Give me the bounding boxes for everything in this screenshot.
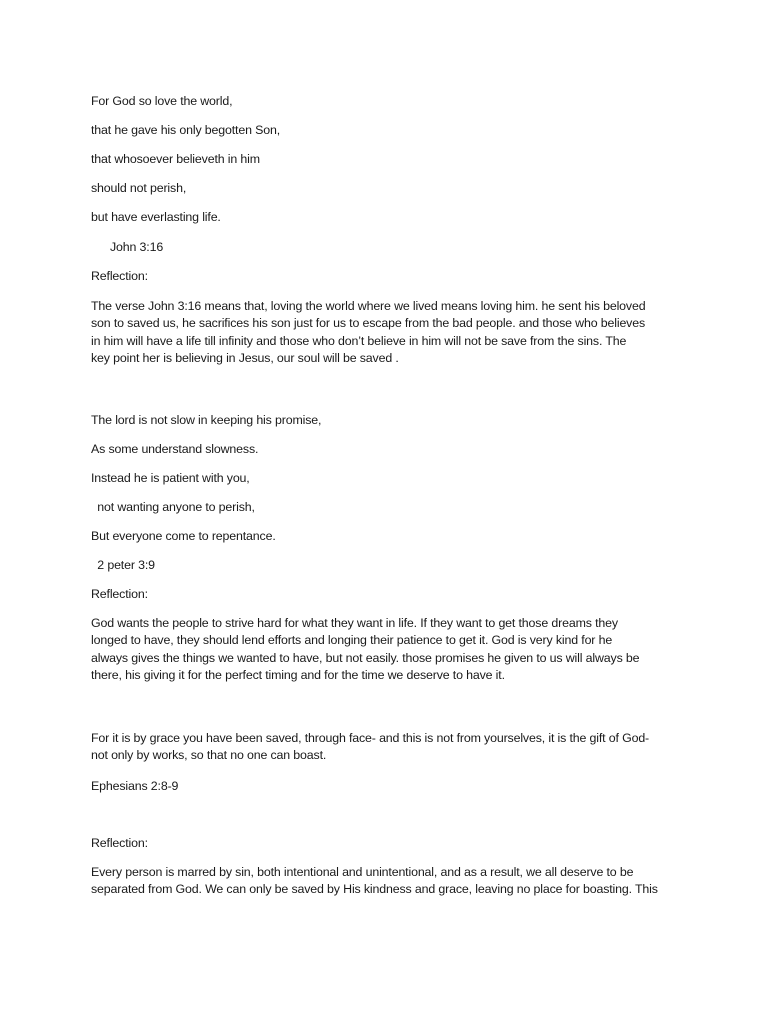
verse-line: not only by works, so that no one can boast. [91, 748, 327, 763]
reflection-text [91, 864, 681, 899]
reflection-line: key point her is believing in Jesus, our soul will be saved . [91, 350, 399, 365]
verse-line: not wanting anyone to perish, [94, 500, 255, 514]
reflection-line: son to saved us, he sacrifices his son just for us to escape from the bad people. and those who believes [91, 316, 646, 331]
verse-text [91, 730, 681, 765]
reflection-line: The verse John 3:16 means that, loving the world where we lived means loving him. he sent his beloved [91, 299, 646, 313]
reflection-heading: Reflection: [91, 587, 148, 601]
verse-reference: Ephesians 2:8-9 [91, 779, 179, 793]
reflection-line: God wants the people to strive hard for what they want in life. If they want to get those dreams they [91, 616, 618, 630]
verse-line: For God so love the world, [91, 94, 233, 108]
verse-line: should not perish, [91, 181, 187, 195]
reflection-line: Every person is marred by sin, both intentional and unintentional, and as a result, we all deserve to be [91, 865, 634, 879]
verse-reference: John 3:16 [110, 240, 164, 254]
verse-reference: 2 peter 3:9 [94, 558, 155, 572]
reflection-line: in him will have a life till infinity and those who don’t believe in him will not be save from the sins. The [91, 333, 627, 348]
reflection-heading: Reflection: [91, 836, 148, 850]
verse-line: The lord is not slow in keeping his promise, [91, 413, 322, 427]
verse-line: As some understand slowness. [91, 442, 259, 456]
verse-line: but have everlasting life. [91, 210, 221, 224]
reflection-line: always gives the things we wanted to have, but not easily. those promises he given to us will always be [91, 650, 640, 665]
verse-line: that he gave his only begotten Son, [91, 123, 281, 137]
verse-line: that whosoever believeth in him [91, 152, 260, 166]
reflection-text [91, 298, 681, 367]
verse-line: For it is by grace you have been saved, through face- and this is not from yourselves, it is the gift of God- [91, 731, 650, 745]
reflection-line: separated from God. We can only be saved by His kindness and grace, leaving no place for boasting. This [91, 882, 658, 897]
reflection-line: there, his giving it for the perfect timing and for the time we deserve to have it. [91, 667, 505, 682]
reflection-text [91, 615, 681, 684]
reflection-heading: Reflection: [91, 269, 148, 283]
verse-line: But everyone come to repentance. [91, 529, 276, 543]
verse-line: Instead he is patient with you, [91, 471, 250, 485]
reflection-line: longed to have, they should lend efforts and longing their patience to get it. God is very kind for he [91, 633, 613, 648]
